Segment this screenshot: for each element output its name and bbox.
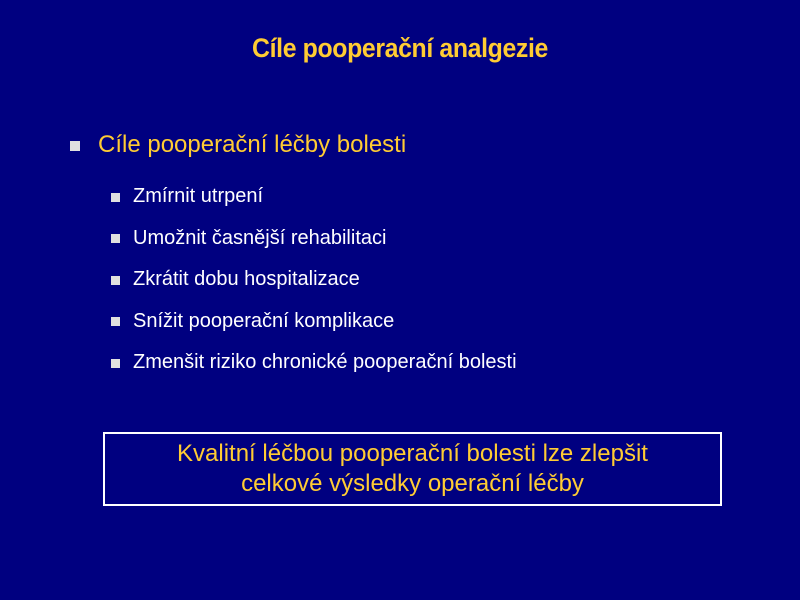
sub-bullet-text: Snížit pooperační komplikace	[133, 309, 395, 332]
square-bullet-icon	[111, 359, 120, 368]
list-item	[111, 176, 517, 218]
list-item	[111, 342, 517, 384]
sub-bullet-text: Zmenšit riziko chronické pooperační bolesti	[133, 351, 517, 374]
callout-line-2: celkové výsledky operační léčby	[241, 470, 584, 497]
callout-box	[103, 432, 722, 506]
sub-bullet-text: Zmírnit utrpení	[133, 185, 264, 208]
square-bullet-icon	[111, 234, 120, 243]
list-item	[111, 218, 517, 260]
square-bullet-icon	[111, 276, 120, 285]
list-item	[111, 259, 517, 301]
slide-title: Cíle pooperační analgezie	[252, 33, 548, 63]
sub-bullet-list	[111, 176, 517, 384]
sub-bullet-text: Umožnit časnější rehabilitaci	[133, 226, 387, 249]
list-item	[111, 301, 517, 343]
square-bullet-icon	[111, 317, 120, 326]
main-bullet-text: Cíle pooperační léčby bolesti	[98, 131, 407, 158]
main-bullet-item	[70, 131, 406, 159]
square-bullet-icon	[70, 141, 80, 151]
square-bullet-icon	[111, 193, 120, 202]
callout-line-1: Kvalitní léčbou pooperační bolesti lze zlepšit	[177, 440, 648, 467]
sub-bullet-text: Zkrátit dobu hospitalizace	[133, 268, 360, 291]
